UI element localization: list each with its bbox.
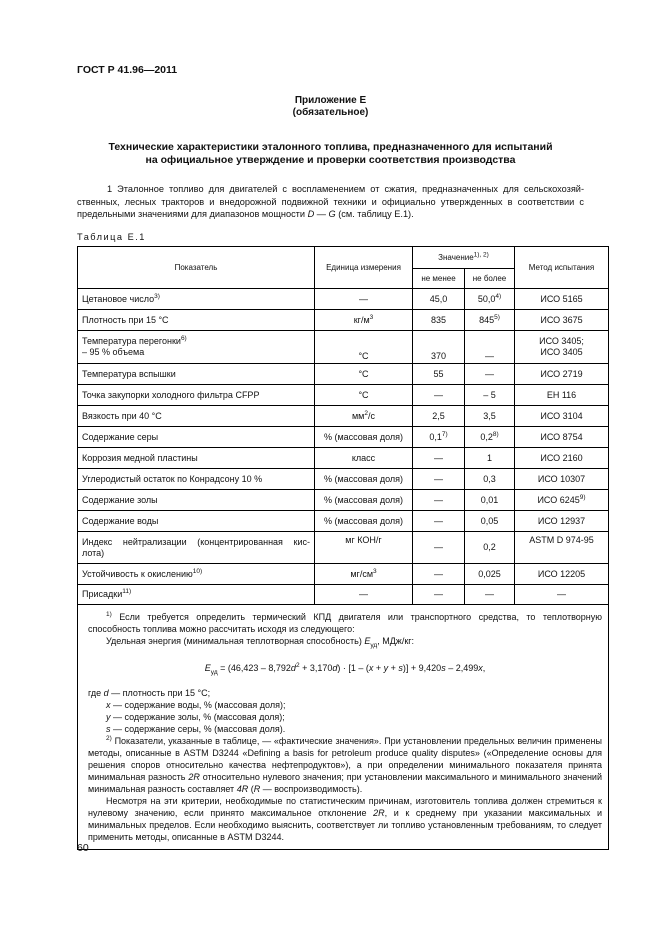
intro-line: ственных, лесных тракторов и внедорожной подвижной техники и официально утвержденных в соответствии с	[77, 196, 584, 207]
table-caption: Таблица Е.1	[77, 232, 146, 242]
cell-max: 0,2	[465, 532, 515, 564]
cell-min: —	[413, 385, 465, 406]
page-number: 60	[77, 842, 89, 854]
table-row	[78, 490, 609, 511]
cell-min: —	[413, 585, 465, 605]
cell-indicator: Температура перегонки$^{6)}$ – 95 % объема	[78, 331, 315, 364]
where-d: где d — плотность при 15 °С;	[88, 687, 211, 698]
appendix-heading	[0, 95, 661, 119]
cell-unit: % (массовая доля)	[315, 490, 413, 511]
cell-max: 845$^{5)}$	[465, 310, 515, 331]
energy-formula: $E_{уд} = (46,423 - 8,792d^2 + 3,170d) \cdot [1 - (x + y + s)] + 9,420s - 2,499x$,	[204, 661, 486, 676]
cell-indicator: Устойчивость к окислению$^{10)}$	[78, 564, 315, 585]
cell-max: 3,5	[465, 406, 515, 427]
cell-min: 45,0	[413, 289, 465, 310]
header-method: Метод испытания	[515, 247, 609, 289]
cell-method: ИСО 2160	[515, 448, 609, 469]
cell-unit: класс	[315, 448, 413, 469]
cell-max: 0,2$^{8)}$	[465, 427, 515, 448]
cell-method: ИСО 12205	[515, 564, 609, 585]
table-notes-row	[78, 605, 609, 850]
cell-min: 835	[413, 310, 465, 331]
cell-unit: $мм^2/с$	[315, 406, 413, 427]
cell-max: 50,0$^{4)}$	[465, 289, 515, 310]
table-notes	[78, 605, 609, 850]
cell-max: 0,01	[465, 490, 515, 511]
table-row	[78, 532, 609, 564]
cell-min: 2,5	[413, 406, 465, 427]
cell-unit: % (массовая доля)	[315, 469, 413, 490]
header-indicator: Показатель	[78, 247, 315, 289]
document-header: ГОСТ Р 41.96—2011	[77, 64, 178, 76]
cell-min: —	[413, 511, 465, 532]
header-max: не более	[465, 269, 515, 289]
cell-indicator: Цетановое число$^{3)}$	[78, 289, 315, 310]
cell-indicator: Содержание серы	[78, 427, 315, 448]
table-row	[78, 448, 609, 469]
table-row	[78, 310, 609, 331]
cell-max: 0,05	[465, 511, 515, 532]
cell-method: —	[515, 585, 609, 605]
cell-max: 0,3	[465, 469, 515, 490]
cell-method: ИСО 12937	[515, 511, 609, 532]
intro-line: предельными значениями для диапазонов мощности D — G (см. таблицу Е.1).	[77, 209, 414, 219]
table-row	[78, 364, 609, 385]
table-row	[78, 511, 609, 532]
table-header-row	[78, 247, 609, 269]
section-title	[0, 141, 661, 167]
where-y: y — содержание золы, % (массовая доля);	[106, 711, 285, 722]
header-unit: Единица измерения	[315, 247, 413, 289]
cell-method: ИСО 3405; ИСО 3405	[515, 331, 609, 364]
cell-method: ИСО 5165	[515, 289, 609, 310]
cell-indicator: Температура вспышки	[78, 364, 315, 385]
cell-indicator: Коррозия медной пластины	[78, 448, 315, 469]
where-x: x — содержание воды, % (массовая доля);	[106, 699, 286, 710]
cell-indicator: Содержание воды	[78, 511, 315, 532]
cell-indicator: Индекс нейтрализации (концентрированная кис- лота)	[78, 532, 315, 564]
intro-paragraph	[77, 183, 584, 221]
cell-unit: °С	[315, 385, 413, 406]
cell-max: 0,025	[465, 564, 515, 585]
table-row	[78, 585, 609, 605]
cell-max: —	[465, 585, 515, 605]
cell-min: 370	[413, 331, 465, 364]
cell-max: – 5	[465, 385, 515, 406]
note-3: Несмотря на эти критерии, необходимые по статистическим причинам, изготовитель топлива должен стремиться к нулевому значению, если принято максимальное отклонение 2R, и к среднему при указании максимальных и минимальных пределов. Если необходимо выяснить, соответствует ли топливо установленным требованиям, то следует применить методы, описанные в ASTM D3244.	[88, 795, 603, 842]
appendix-subtitle: (обязательное)	[292, 107, 369, 118]
cell-max: —	[465, 364, 515, 385]
cell-method: ИСО 10307	[515, 469, 609, 490]
cell-indicator: Углеродистый остаток по Конрадсону 10 %	[78, 469, 315, 490]
cell-unit: $мг/см^3$	[315, 564, 413, 585]
cell-indicator: Плотность при 15 °С	[78, 310, 315, 331]
table-row	[78, 406, 609, 427]
cell-unit: —	[315, 585, 413, 605]
cell-method: ИСО 3675	[515, 310, 609, 331]
cell-indicator: Вязкость при 40 °С	[78, 406, 315, 427]
header-value: Значение$^{1), 2)}$	[413, 247, 515, 269]
cell-min: —	[413, 469, 465, 490]
table-row	[78, 331, 609, 364]
note-1: $^{1)}$ Если требуется определить термический КПД двигателя или транспортного средства, то теплотворную способность топлива можно рассчитать исходя из следующего:	[88, 611, 602, 634]
cell-indicator: Точка закупорки холодного фильтра CFPP	[78, 385, 315, 406]
cell-indicator: Содержание золы	[78, 490, 315, 511]
cell-unit: мг КОН/г	[315, 532, 413, 564]
cell-unit: —	[315, 289, 413, 310]
cell-min: 0,1$^{7)}$	[413, 427, 465, 448]
cell-method: ИСО 2719	[515, 364, 609, 385]
cell-method: ИСО 6245$^{9)}$	[515, 490, 609, 511]
table-row	[78, 469, 609, 490]
cell-max: 1	[465, 448, 515, 469]
cell-max: —	[465, 331, 515, 364]
fuel-spec-table	[77, 246, 609, 850]
cell-method: ИСО 8754	[515, 427, 609, 448]
cell-method: ASTM D 974-95	[515, 532, 609, 564]
cell-unit: °С	[315, 331, 413, 364]
section-title-line: на официальное утверждение и проверки соответствия производства	[145, 154, 516, 166]
table-row	[78, 289, 609, 310]
note-energy: Удельная энергия (минимальная теплотворная способность) $E_{уд}$, МДж/кг:	[106, 636, 415, 649]
cell-unit: $кг/м^3$	[315, 310, 413, 331]
cell-unit: °С	[315, 364, 413, 385]
cell-min: —	[413, 448, 465, 469]
intro-line: 1 Эталонное топливо для двигателей с воспламенением от сжатия, предназначенных для сельскохозяй-	[107, 184, 584, 194]
cell-method: ИСО 3104	[515, 406, 609, 427]
cell-unit: % (массовая доля)	[315, 511, 413, 532]
table-row	[78, 564, 609, 585]
note-2: $^{2)}$ Показатели, указанные в таблице, — «фактические значения». При установлении предельных величин применены методы, описанные в ASTM D3244 «Defining a basis for petroleum produce quality disputes» («Определение основы для решения споров относительно качества нефтепродуктов»), а при определении минимального показателя принята минимальная разность 2R относительно нулевого значения; при установлении максимального и минимального значений минимальная разность составляет 4R (R — воспроизводимость).	[88, 734, 602, 794]
table-row	[78, 427, 609, 448]
section-title-line: Технические характеристики эталонного топлива, предназначенного для испытаний	[108, 141, 553, 153]
table-row	[78, 385, 609, 406]
cell-indicator: Присадки$^{11)}$	[78, 585, 315, 605]
cell-min: —	[413, 490, 465, 511]
appendix-title: Приложение Е	[294, 95, 367, 106]
cell-min: —	[413, 564, 465, 585]
cell-method: ЕН 116	[515, 385, 609, 406]
header-min: не менее	[413, 269, 465, 289]
where-s: s — содержание серы, % (массовая доля).	[106, 723, 286, 734]
cell-min: 55	[413, 364, 465, 385]
cell-min: —	[413, 532, 465, 564]
cell-unit: % (массовая доля)	[315, 427, 413, 448]
